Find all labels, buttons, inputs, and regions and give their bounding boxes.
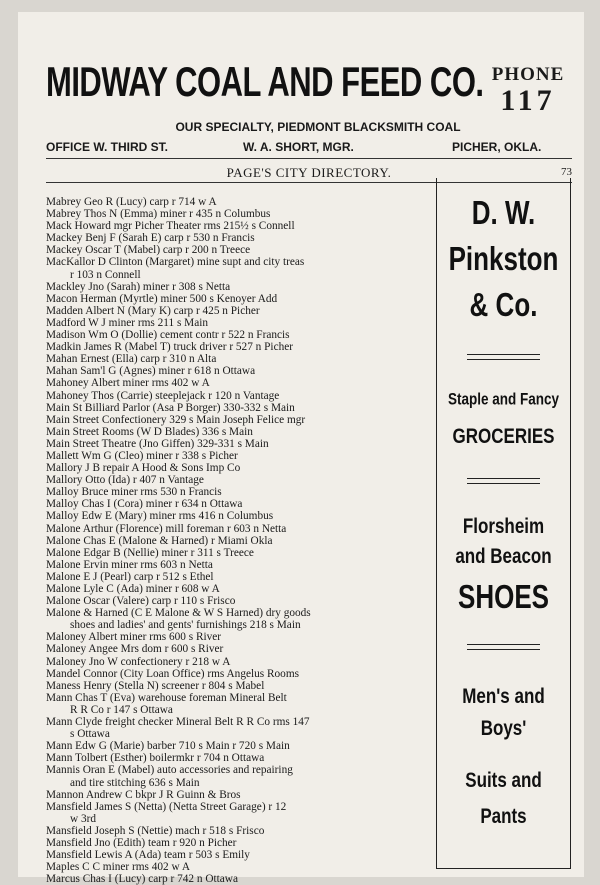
directory-entry (46, 825, 451, 837)
directory-entry (46, 438, 451, 450)
entry-text: Mackley Jno (Sarah) miner r 308 s Netta (46, 280, 231, 293)
ad-divider (467, 644, 540, 650)
directory-entry (46, 293, 451, 305)
entry-text: Malloy Bruce miner rms 530 n Francis (46, 486, 222, 499)
ad-divider (467, 354, 540, 360)
directory-entry (46, 607, 451, 631)
entry-text: Malone E J (Pearl) carp r 512 s Ethel (46, 570, 214, 583)
ad-beacon: and Beacon (455, 544, 552, 568)
entry-text: Mann Edw G (Marie) barber 710 s Main r 720 s Main (46, 740, 290, 753)
entry-text: MacKallor D Clinton (Margaret) mine supt and city treas (46, 256, 305, 269)
ad-boys: Boys' (480, 716, 527, 740)
advertiser-name: MIDWAY COAL AND FEED CO. (46, 58, 484, 106)
entry-text: Mansfield Lewis A (Ada) team r 503 s Emily (46, 849, 250, 862)
entry-text: Mallory Otto (Ida) r 407 n Vantage (46, 474, 204, 487)
entry-text: Malone Oscar (Valere) carp r 110 s Frisco (46, 595, 236, 608)
entry-text: Madden Albert N (Mary K) carp r 425 n Picher (46, 304, 260, 317)
entry-text: Malone Chas E (Malone & Harned) r Miami Okla (46, 534, 273, 547)
directory-entry (46, 305, 451, 317)
directory-entry (46, 789, 451, 801)
entry-text: Maloney Albert miner rms 600 s River (46, 631, 222, 644)
directory-entry (46, 631, 451, 643)
directory-entry (46, 329, 451, 341)
entry-text: Malone & Harned (C E Malone & W S Harned) dry goods (46, 607, 311, 620)
entry-text: Mack Howard mgr Picher Theater rms 215½ s Connell (46, 220, 295, 233)
ad-pants: Pants (480, 804, 527, 828)
directory-entry (46, 680, 451, 692)
directory-entry (46, 510, 451, 522)
directory-entry (46, 583, 451, 595)
ad-divider (467, 478, 540, 484)
directory-entry (46, 740, 451, 752)
directory-entry (46, 317, 451, 329)
directory-entry (46, 643, 451, 655)
directory-entry (46, 426, 451, 438)
ad-name-line1: D. W. (471, 192, 536, 232)
entry-text: Macon Herman (Myrtle) miner 500 s Kenoyer Add (46, 292, 278, 305)
entry-text: Mann Tolbert (Esther) boilermkr r 704 n Ottawa (46, 752, 265, 765)
entry-text: Mackey Benj F (Sarah E) carp r 530 n Francis (46, 232, 255, 245)
entry-text: Mabrey Thos N (Emma) miner r 435 n Columbus (46, 208, 271, 221)
entry-continuation: r 103 n Connell (70, 268, 141, 281)
directory-entry (46, 377, 451, 389)
directory-entry (46, 196, 451, 208)
directory-entry (46, 341, 451, 353)
entry-text: Mansfield James S (Netta) (Netta Street Garage) r 12 (46, 800, 287, 813)
directory-entry (46, 365, 451, 377)
directory-entry (46, 523, 451, 535)
entry-text: Mannis Oran E (Mabel) auto accessories and repairing (46, 764, 293, 777)
directory-entry (46, 281, 451, 293)
entry-text: Maness Henry (Stella N) screener r 804 s Mabel (46, 679, 265, 692)
directory-entry (46, 462, 451, 474)
entry-continuation: R R Co r 147 s Ottawa (70, 703, 173, 716)
entry-text: Malone Ervin miner rms 603 n Netta (46, 558, 213, 571)
sidebar-advertisement (436, 178, 571, 869)
entry-text: Madkin James R (Mabel T) truck driver r 527 n Picher (46, 341, 294, 354)
directory-entry (46, 595, 451, 607)
directory-entry (46, 535, 451, 547)
directory-entry (46, 256, 451, 280)
directory-entry (46, 390, 451, 402)
entry-text: Mann Clyde freight checker Mineral Belt R R Co rms 147 (46, 716, 310, 729)
directory-listing (46, 196, 451, 885)
entry-text: Mandel Connor (City Loan Office) rms Angelus Rooms (46, 667, 299, 680)
advertiser-specialty: OUR SPECIALTY, PIEDMONT BLACKSMITH COAL (175, 120, 461, 134)
entry-text: Maples C C miner rms 402 w A (46, 861, 191, 874)
entry-text: Maloney Jno W confectionery r 218 w A (46, 655, 231, 668)
directory-entry (46, 764, 451, 788)
entry-continuation: and tire stitching 636 s Main (70, 776, 200, 789)
page-number: 73 (561, 166, 572, 178)
header-rule (46, 158, 572, 159)
entry-continuation: s Ottawa (70, 728, 110, 741)
entry-text: Mansfield Joseph S (Nettie) mach r 518 s Frisco (46, 824, 265, 837)
directory-entry (46, 559, 451, 571)
entry-text: Marcus Chas I (Lucy) carp r 742 n Ottawa (46, 873, 238, 885)
directory-entry (46, 752, 451, 764)
directory-entry (46, 571, 451, 583)
ad-name-line2: Pinkston (448, 238, 559, 278)
directory-entry (46, 244, 451, 256)
entry-text: Malloy Edw E (Mary) miner rms 416 n Columbus (46, 510, 274, 523)
advertiser-manager: W. A. SHORT, MGR. (243, 140, 354, 154)
entry-text: Maloney Angee Mrs dom r 600 s River (46, 643, 224, 656)
entry-text: Mallory J B repair A Hood & Sons Imp Co (46, 462, 241, 475)
entry-text: Main Street Confectionery 329 s Main Joseph Felice mgr (46, 413, 306, 426)
ad-name-line3: & Co. (469, 284, 538, 324)
directory-entry (46, 656, 451, 668)
entry-text: Malone Lyle C (Ada) miner r 608 w A (46, 583, 220, 595)
directory-entry (46, 873, 451, 885)
advertiser-office: OFFICE W. THIRD ST. (46, 140, 168, 154)
directory-entry (46, 692, 451, 716)
entry-text: Main Street Rooms (W D Blades) 336 s Main (46, 425, 253, 438)
entry-text: Mahoney Thos (Carrie) steeplejack r 120 n Vantage (46, 389, 280, 402)
directory-entry (46, 716, 451, 740)
entry-text: Mansfield Jno (Edith) team r 920 n Picher (46, 836, 237, 849)
directory-entry (46, 414, 451, 426)
entry-text: Main St Billiard Parlor (Asa P Borger) 330-332 s Main (46, 401, 295, 414)
entry-text: Madford W J miner rms 211 s Main (46, 316, 209, 329)
entry-text: Malone Edgar B (Nellie) miner r 311 s Treece (46, 546, 254, 559)
entry-text: Mahan Ernest (Ella) carp r 310 n Alta (46, 353, 217, 366)
directory-entry (46, 353, 451, 365)
entry-text: Main Street Theatre (Jno Giffen) 329-331 s Main (46, 437, 269, 450)
directory-entry (46, 402, 451, 414)
entry-text: Mahan Sam'l G (Agnes) miner r 618 n Ottawa (46, 365, 256, 378)
directory-entry (46, 801, 451, 825)
ad-groceries: GROCERIES (452, 424, 555, 448)
entry-text: Mabrey Geo R (Lucy) carp r 714 w A (46, 196, 217, 208)
directory-page (18, 12, 584, 885)
entry-continuation: w 3rd (70, 812, 97, 825)
entry-text: Mahoney Albert miner rms 402 w A (46, 377, 210, 390)
entry-text: Mackey Oscar T (Mabel) carp r 200 n Treece (46, 244, 251, 257)
running-head: PAGE'S CITY DIRECTORY. (226, 165, 392, 180)
directory-entry (46, 208, 451, 220)
ad-mens: Men's and (462, 684, 545, 708)
entry-text: Malloy Chas I (Cora) miner r 634 n Ottawa (46, 498, 243, 511)
entry-text: Mallett Wm G (Cleo) miner r 338 s Picher (46, 449, 238, 462)
directory-entry (46, 498, 451, 510)
entry-text: Mannon Andrew C bkpr J R Guinn & Bros (46, 788, 241, 801)
directory-entry (46, 849, 451, 861)
directory-entry (46, 232, 451, 244)
entry-text: Mann Chas T (Eva) warehouse foreman Mineral Belt (46, 691, 287, 704)
entry-text: Malone Arthur (Florence) mill foreman r 603 n Netta (46, 522, 287, 535)
entry-continuation: shoes and ladies' and gents' furnishings 218 s Main (70, 619, 301, 632)
directory-entry (46, 450, 451, 462)
ad-staple: Staple and Fancy (447, 390, 560, 408)
ad-shoes: SHOES (457, 576, 550, 616)
directory-entry (46, 486, 451, 498)
advertiser-location: PICHER, OKLA. (452, 140, 542, 154)
phone-number: 117 (500, 84, 556, 117)
ad-suits: Suits and (465, 768, 542, 792)
directory-entry (46, 668, 451, 680)
directory-entry (46, 861, 451, 873)
directory-entry (46, 547, 451, 559)
ad-florsheim: Florsheim (462, 514, 545, 538)
phone-label: PHONE (491, 64, 565, 85)
entry-text: Madison Wm O (Dollie) cement contr r 522 n Francis (46, 329, 290, 342)
directory-entry (46, 837, 451, 849)
directory-entry (46, 474, 451, 486)
directory-entry (46, 220, 451, 232)
